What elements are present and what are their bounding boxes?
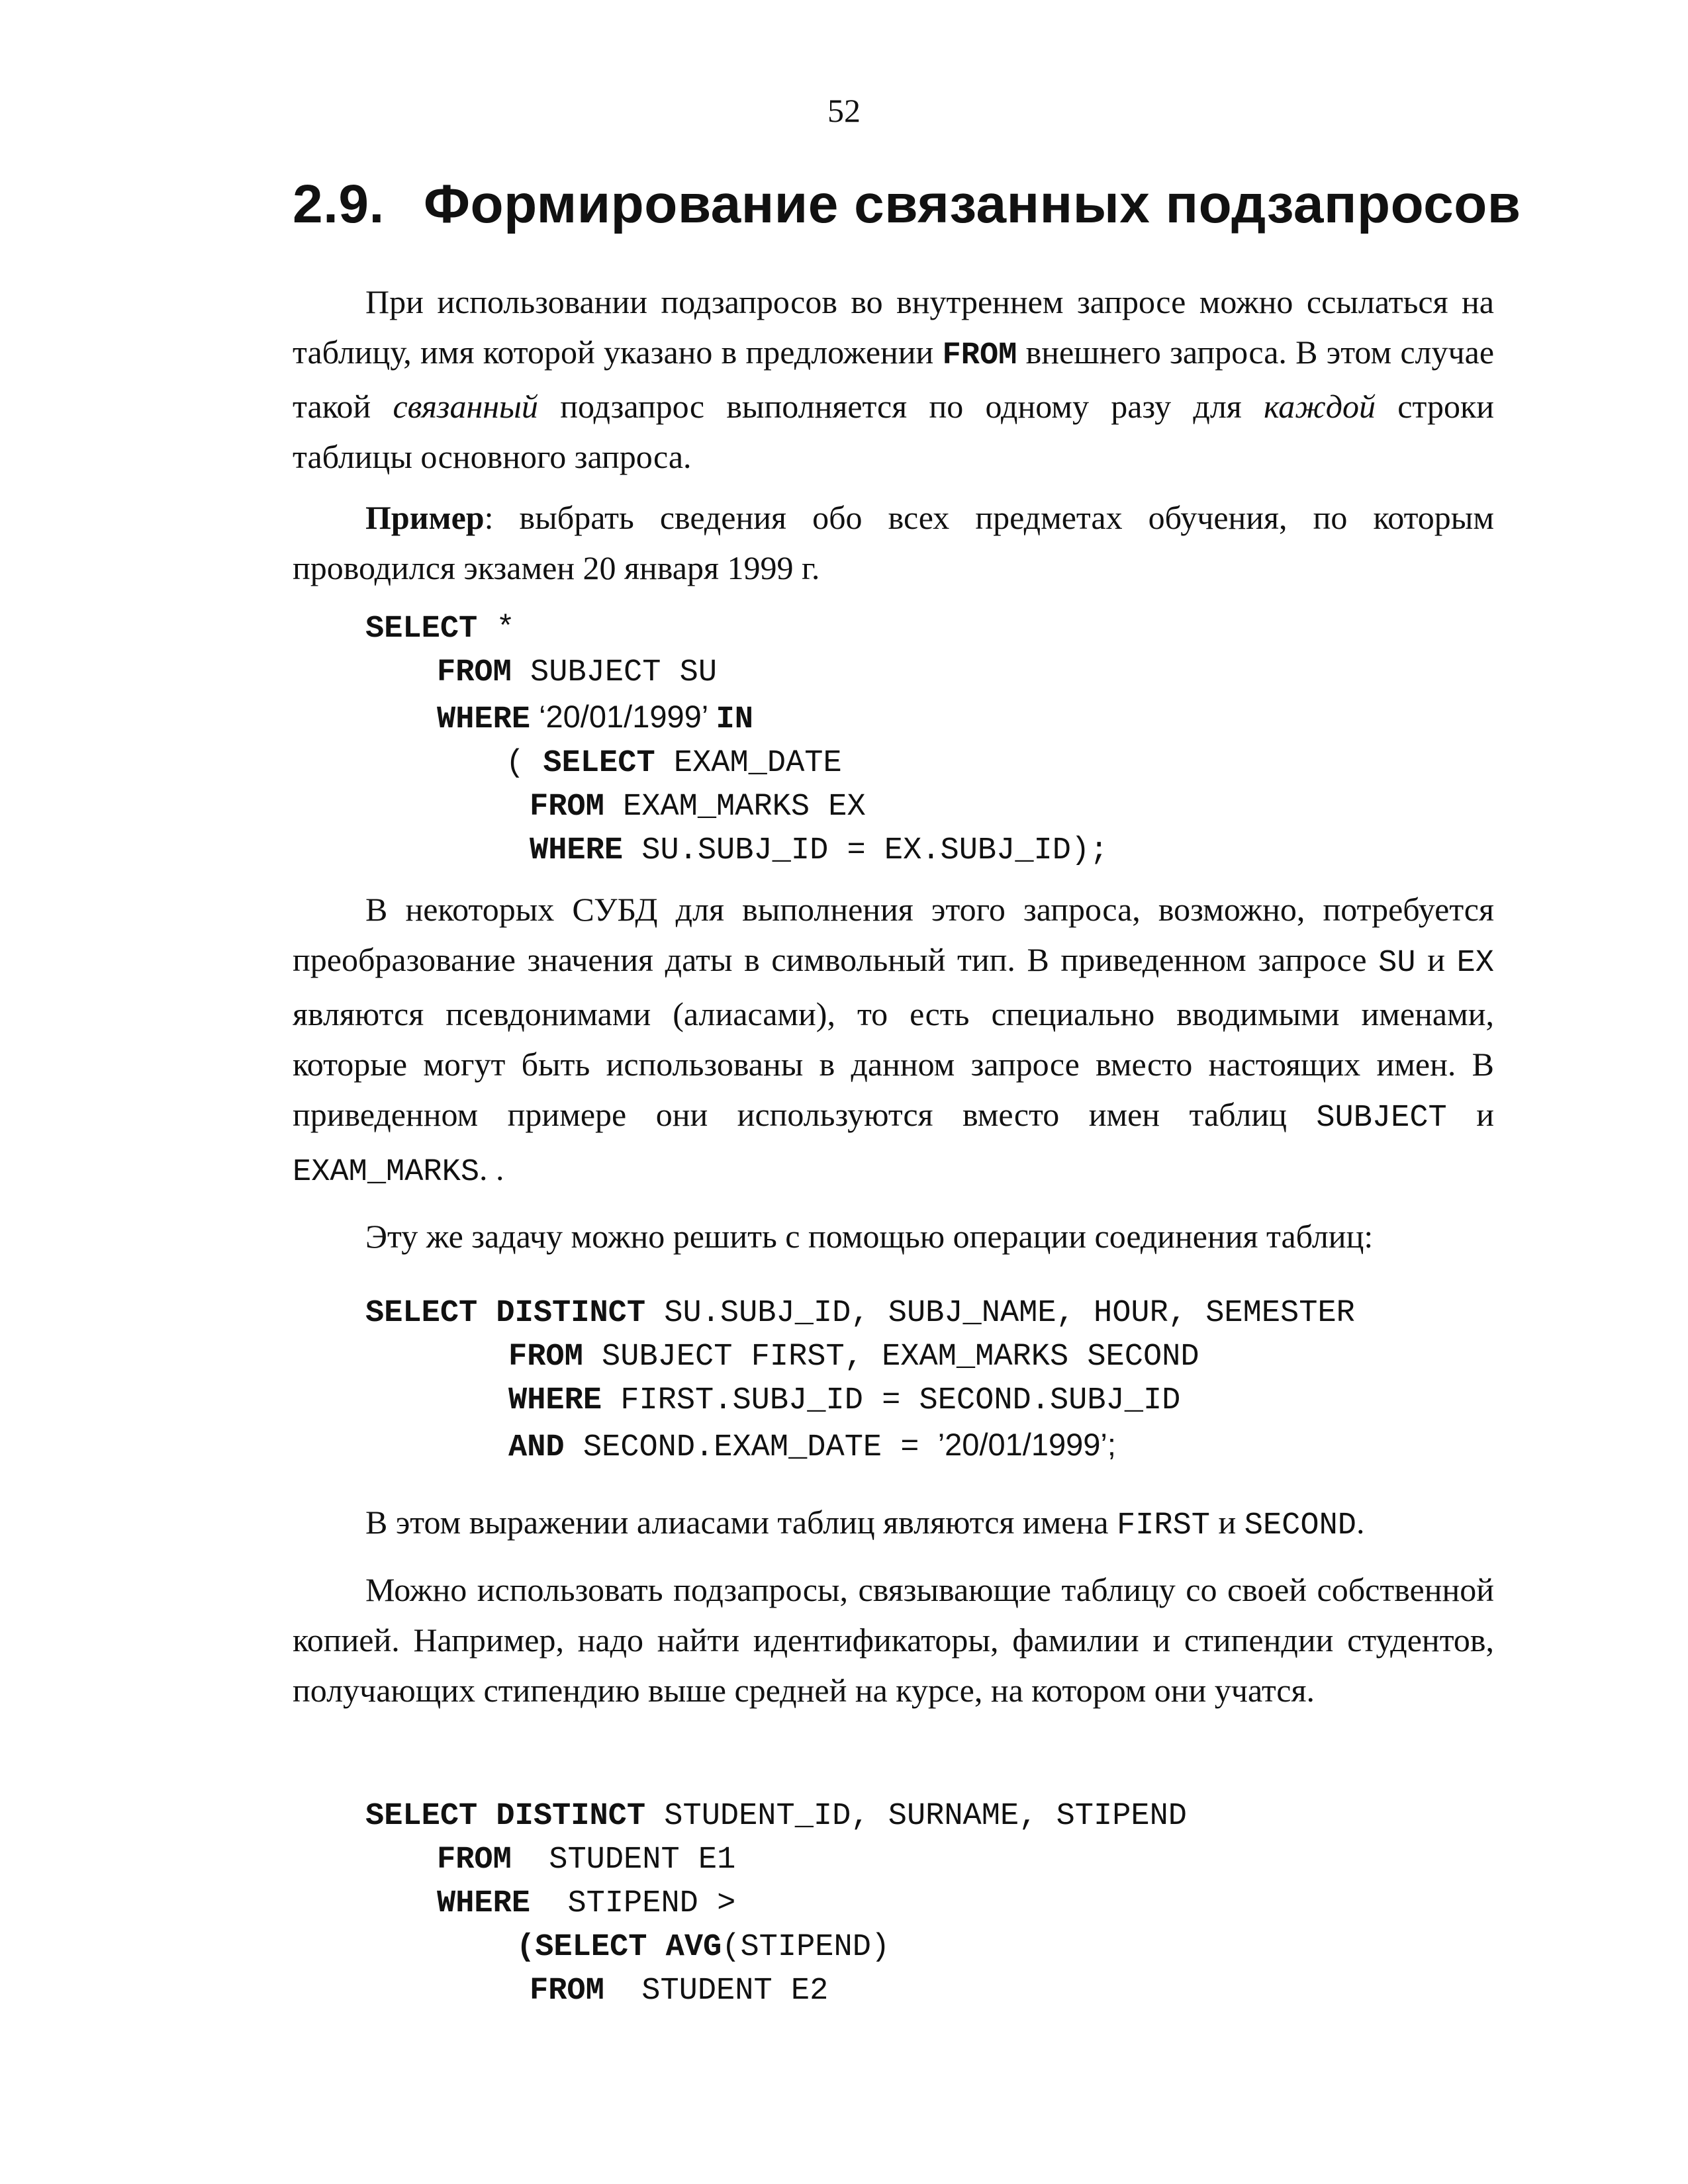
text-run: В этом выражении алиасами таблиц являются имена <box>365 1504 1117 1541</box>
text-run: и <box>1415 941 1457 978</box>
code-block-1 <box>365 608 1108 873</box>
sql-keyword: SELECT DISTINCT <box>365 1799 646 1834</box>
code-text: STUDENT E2 <box>604 1974 829 2009</box>
sql-keyword: WHERE <box>508 1383 602 1418</box>
code-line <box>365 1336 1355 1379</box>
code-text: SECOND.EXAM_DATE = <box>564 1430 938 1465</box>
sql-keyword: AND <box>508 1430 565 1465</box>
text-run: В некоторых СУБД для выполнения этого запроса, возможно, потребуется преобразование значения даты в символьный тип. В приведенном запросе <box>293 891 1494 978</box>
code-text: EXAM_DATE <box>655 746 842 781</box>
code-block-3 <box>365 1795 1187 2013</box>
code-text: FIRST.SUBJ_ID = SECOND.SUBJ_ID <box>602 1383 1181 1418</box>
sql-keyword: FROM <box>530 1974 604 2009</box>
code-inline: FIRST <box>1116 1508 1210 1543</box>
code-line <box>365 829 1108 873</box>
code-text: SUBJECT SU <box>511 655 718 690</box>
code-text: STUDENT_ID, SURNAME, STIPEND <box>645 1799 1188 1834</box>
code-date: ‘20/01/1999’ <box>530 699 716 734</box>
sql-keyword: IN <box>716 702 753 737</box>
code-line <box>365 1839 1187 1882</box>
code-line <box>365 1423 1355 1470</box>
text-run: строки таблицы основного запроса. <box>293 388 1494 475</box>
code-text: SU.SUBJ_ID = EX.SUBJ_ID); <box>623 833 1109 868</box>
code-text: (STIPEND) <box>722 1930 890 1965</box>
text-run: . <box>1356 1504 1365 1541</box>
code-line <box>365 1379 1355 1423</box>
text-run: и <box>1210 1504 1244 1541</box>
paragraph-join-intro: Эту же задачу можно решить с помощью операции соединения таблиц: <box>365 1218 1374 1255</box>
paragraph-intro <box>293 277 1494 482</box>
code-line <box>365 1882 1187 1926</box>
emphasis-each: каждой <box>1264 388 1376 425</box>
code-text: SUBJECT FIRST, EXAM_MARKS SECOND <box>583 1340 1199 1375</box>
sql-keyword: FROM <box>437 655 512 690</box>
code-text: STIPEND > <box>530 1886 736 1921</box>
code-inline: SUBJECT <box>1316 1101 1447 1136</box>
example-label: Пример <box>365 499 485 536</box>
sql-keyword: SELECT DISTINCT <box>365 1296 646 1331</box>
text-run: подзапрос выполняется по одному разу для <box>538 388 1264 425</box>
code-line <box>365 786 1108 829</box>
code-inline: EX <box>1456 946 1494 981</box>
code-line <box>365 1970 1187 2013</box>
emphasis-correlated: связанный <box>393 388 538 425</box>
paragraph-example <box>293 492 1494 593</box>
paragraph-aliases <box>293 884 1494 1198</box>
sql-keyword: WHERE <box>437 1886 531 1921</box>
code-text: EXAM_MARKS EX <box>604 790 866 825</box>
code-text: SU.SUBJ_ID, SUBJ_NAME, HOUR, SEMESTER <box>645 1296 1355 1331</box>
text-run: являются псевдонимами (алиасами), то есть специально вводимыми именами, которые могут быть использованы в данном запросе вместо настоящих имен. В приведенном примере они используются вместо имен таблиц <box>293 995 1494 1133</box>
sql-keyword: WHERE <box>437 702 531 737</box>
sql-keyword: FROM <box>530 790 604 825</box>
code-inline: SECOND <box>1244 1508 1356 1543</box>
code-date: ’20/01/1999’; <box>937 1427 1116 1462</box>
text-run: внешнего запроса. В этом случае такой <box>293 334 1495 425</box>
code-line <box>365 1292 1355 1336</box>
code-inline: SU <box>1378 946 1416 981</box>
sql-keyword: SELECT <box>365 612 478 647</box>
sql-keyword: (SELECT AVG <box>516 1930 722 1965</box>
text-run: . . <box>479 1150 504 1187</box>
code-line <box>365 1795 1187 1839</box>
code-line <box>365 742 1108 786</box>
code-line <box>365 608 1108 651</box>
text-run: и <box>1446 1096 1494 1133</box>
section-number: 2.9. <box>293 174 385 234</box>
code-inline: EXAM_MARKS <box>293 1155 480 1190</box>
page-number: 52 <box>827 92 861 129</box>
text-run: : выбрать сведения обо всех предметах обучения, по которым проводился экзамен 20 января 1999 г. <box>293 499 1494 586</box>
text-run: При использовании подзапросов во внутреннем запросе можно ссылаться на таблицу, имя которой указано в предложении <box>293 283 1494 371</box>
sql-keyword: WHERE <box>530 833 624 868</box>
code-text: STUDENT E1 <box>511 1843 736 1878</box>
code-line <box>365 1926 1187 1970</box>
section-title <box>293 173 1521 236</box>
code-line <box>365 651 1108 695</box>
code-line <box>365 695 1108 742</box>
sql-keyword: FROM <box>437 1843 512 1878</box>
section-title-text: Формирование связанных подзапросов <box>424 174 1521 234</box>
keyword-from: FROM <box>942 338 1017 373</box>
sql-keyword: FROM <box>508 1340 583 1375</box>
code-text: * <box>477 612 515 647</box>
paragraph-first-second <box>293 1497 1494 1551</box>
code-text: ( <box>506 746 543 781</box>
paragraph-self-join: Можно использовать подзапросы, связывающие таблицу со своей собственной копией. Например, надо найти идентификаторы, фамилии и стипендии студентов, получающих стипендию выше средней на курсе, на котором они учатся. <box>293 1571 1494 1709</box>
sql-keyword: SELECT <box>543 746 655 781</box>
code-block-2 <box>365 1292 1355 1470</box>
